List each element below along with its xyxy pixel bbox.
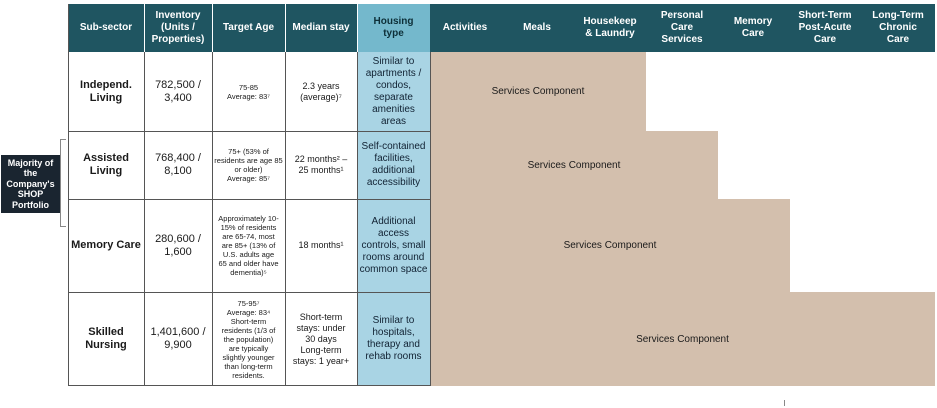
grid-line: [357, 52, 358, 386]
header-inventory: Inventory (Units / Properties): [144, 4, 212, 52]
grid-line: [68, 4, 69, 386]
row-inventory: 768,400 / 8,100: [155, 152, 201, 177]
header-divider: [357, 4, 358, 52]
grid-line: [285, 52, 286, 386]
row-housing-type: Similar to hospitals, therapy and rehab rooms: [357, 292, 430, 386]
portfolio-bracket: [60, 139, 66, 227]
row-target-age: 75-95⁷ Average: 83⁴ Short-term residents (1/3 of the population) are typically slightly younger than long-term residents.: [221, 298, 276, 380]
row-sub-sector: Skilled Nursing: [85, 326, 127, 351]
header-long-term: Long-Term Chronic Care: [862, 4, 934, 52]
grid-line: [144, 52, 145, 386]
tick-mark: [784, 400, 785, 406]
header-housekeep-laundry: Housekeep & Laundry: [576, 4, 644, 52]
header-memory-care: Memory Care: [718, 4, 788, 52]
row-median-stay: Short-term stays: under 30 days Long-term stays: 1 year+: [292, 311, 350, 366]
header-short-term: Short-Term Post-Acute Care: [790, 4, 860, 52]
header-activities: Activities: [432, 4, 498, 52]
services-band-memory: Services Component: [430, 199, 790, 292]
row-target-age: Approximately 10-15% of residents are 65-74, most are 85+ (13% of U.S. adults age 65 and older have dementia)⁵: [218, 214, 279, 277]
grid-line: [430, 52, 431, 386]
grid-line: [212, 52, 213, 386]
row-median-stay: 18 months¹: [298, 240, 344, 250]
row-inventory: 280,600 / 1,600: [155, 232, 201, 258]
header-housing-type: Housing type: [357, 4, 430, 52]
header-divider: [144, 4, 145, 52]
row-sub-sector: Independ. Living: [80, 78, 132, 104]
grid-line: [68, 292, 430, 293]
header-divider: [212, 4, 213, 52]
header-sub-sector: Sub-sector: [68, 4, 144, 52]
row-inventory: 1,401,600 / 9,900: [150, 326, 206, 351]
row-sub-sector: Assisted Living: [83, 152, 129, 177]
row-housing-type: Self-contained facilities, additional accessibility: [357, 131, 430, 199]
row-target-age: 75-85 Average: 83⁷: [226, 82, 271, 101]
row-target-age: 75+ (53% of residents are age 85 or older) Average: 85⁷: [214, 147, 283, 183]
header-personal-care: Personal Care Services: [646, 4, 718, 52]
row-housing-type: Additional access controls, small rooms around common space: [357, 199, 430, 292]
grid-line: [68, 385, 430, 386]
header-divider: [285, 4, 286, 52]
row-median-stay: 2.3 years (average)⁷: [300, 80, 342, 102]
grid-line: [68, 131, 430, 132]
grid-line: [68, 199, 430, 200]
header-median-stay: Median stay: [285, 4, 357, 52]
row-housing-type: Similar to apartments / condos, separate amenities areas: [357, 52, 430, 131]
portfolio-side-label: Majority of the Company's SHOP Portfolio: [1, 155, 60, 213]
row-sub-sector: Memory Care: [71, 239, 141, 251]
header-meals: Meals: [502, 4, 572, 52]
services-band-skilled: Services Component: [430, 292, 935, 386]
header-target-age: Target Age: [212, 4, 285, 52]
row-inventory: 782,500 / 3,400: [155, 78, 201, 104]
services-band-independent: Services Component: [430, 52, 646, 131]
services-band-assisted: Services Component: [430, 131, 718, 199]
row-median-stay: 22 months² – 25 months¹: [294, 154, 348, 175]
